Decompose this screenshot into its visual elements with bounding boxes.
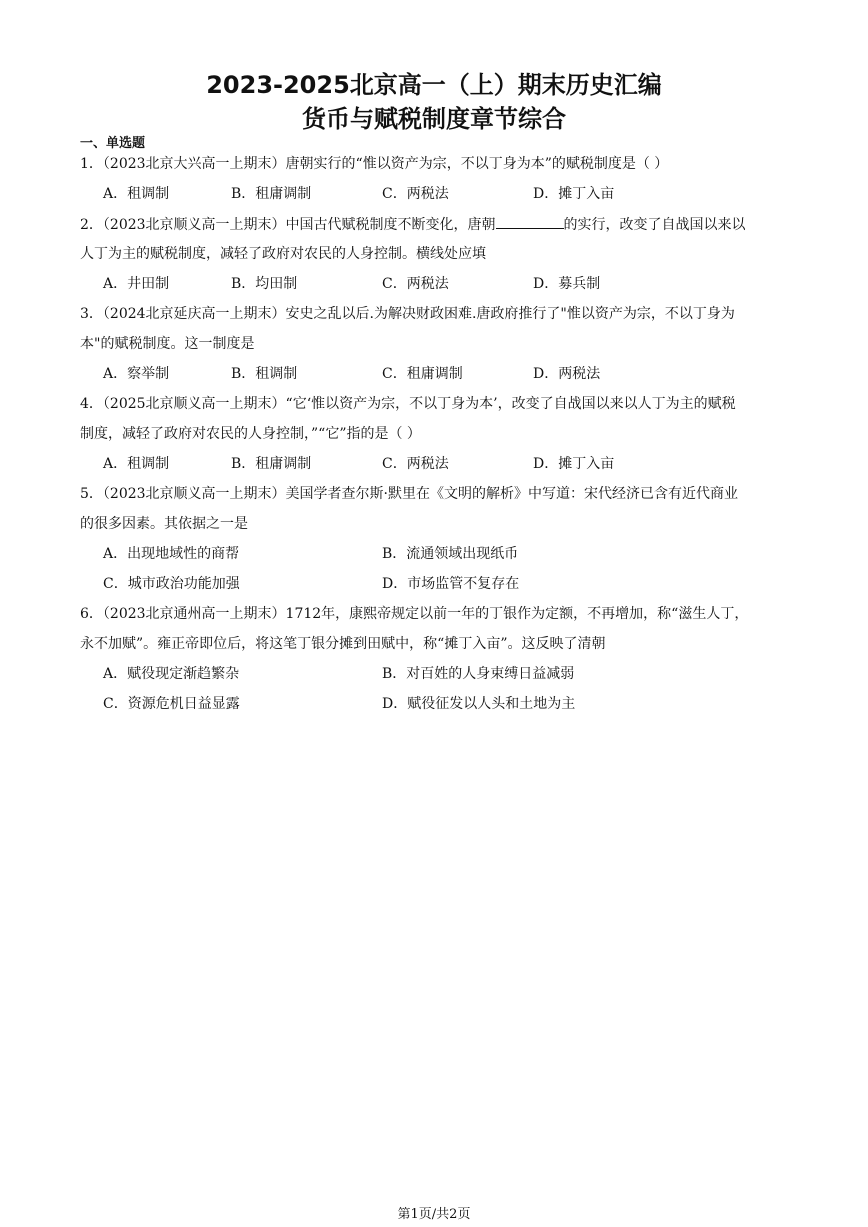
question-4-option-a: A．租调制	[103, 456, 170, 472]
question-1-option-b: B．租庸调制	[231, 186, 312, 202]
document-subtitle: 货币与赋税制度章节综合	[302, 105, 566, 133]
question-4-stem-line-2: 制度，减轻了政府对农民的人身控制，”“它”指的是（ ）	[80, 426, 421, 442]
question-6-stem-line-2: 永不加赋”。雍正帝即位后，将这笔丁银分摊到田赋中，称“摊丁入亩”。这反映了清朝	[80, 636, 606, 652]
question-1-option-d: D．摊丁入亩	[533, 186, 615, 202]
question-4-stem-line-1: 4．（2025北京顺义高一上期末）“它‘惟以资产为宗，不以丁身为本’，改变了自战国以来以人丁为主的赋税	[80, 396, 736, 412]
question-2-stem-before-blank: 2．（2023北京顺义高一上期末）中国古代赋税制度不断变化，唐朝	[80, 217, 496, 233]
question-5-stem-line-1: 5．（2023北京顺义高一上期末）美国学者查尔斯·默里在《文明的解析》中写道：宋代经济已含有近代商业	[80, 486, 738, 502]
question-3-stem-line-1: 3．（2024北京延庆高一上期末）安史之乱以后.为解决财政困难.唐政府推行了"惟以资产为宗，不以丁身为	[80, 306, 735, 322]
question-4-option-b: B．租庸调制	[231, 456, 312, 472]
question-1-option-c: C．两税法	[382, 186, 449, 202]
question-2-option-b: B．均田制	[231, 276, 298, 292]
question-6-option-d: D．赋役征发以人头和土地为主	[382, 696, 576, 712]
question-2-option-d: D．募兵制	[533, 276, 601, 292]
question-6-option-c: C．资源危机日益显露	[103, 696, 240, 712]
question-6-option-b: B．对百姓的人身束缚日益减弱	[382, 666, 575, 682]
question-2-option-a: A．井田制	[103, 276, 170, 292]
question-5-stem-line-2: 的很多因素。其依据之一是	[80, 516, 248, 532]
question-5-option-d: D．市场监管不复存在	[382, 576, 520, 592]
question-5-option-a: A．出现地域性的商帮	[103, 546, 240, 562]
question-6-option-a: A．赋役现定渐趋繁杂	[103, 666, 240, 682]
question-5-option-c: C．城市政治功能加强	[103, 576, 240, 592]
question-1-stem: 1．（2023北京大兴高一上期末）唐朝实行的“惟以资产为宗，不以丁身为本”的赋税制度是（ ）	[80, 156, 669, 172]
question-6-stem-line-1: 6．（2023北京通州高一上期末）1712年，康熙帝规定以前一年的丁银作为定额，不再增加，称“滋生人丁，	[80, 606, 749, 622]
answer-blank	[496, 214, 564, 229]
section-heading: 一、单选题	[80, 136, 146, 151]
question-3-option-d: D．两税法	[533, 366, 601, 382]
question-2-stem-line-2: 人丁为主的赋税制度，减轻了政府对农民的人身控制。横线处应填	[80, 246, 486, 262]
question-2-option-c: C．两税法	[382, 276, 449, 292]
question-2-stem-after-blank: 的实行，改变了自战国以来以	[563, 217, 746, 233]
page-number: 第1页/共2页	[397, 1207, 471, 1222]
question-3-option-c: C．租庸调制	[382, 366, 463, 382]
question-3-stem-line-2: 本"的赋税制度。这一制度是	[80, 336, 255, 352]
question-3-option-a: A．察举制	[103, 366, 170, 382]
question-2-stem-line-1	[80, 214, 792, 235]
question-5-option-b: B．流通领域出现纸币	[382, 546, 519, 562]
question-4-option-d: D．摊丁入亩	[533, 456, 615, 472]
question-4-option-c: C．两税法	[382, 456, 449, 472]
question-3-option-b: B．租调制	[231, 366, 298, 382]
document-title: 2023-2025北京高一（上）期末历史汇编	[206, 71, 662, 99]
question-1-option-a: A．租调制	[103, 186, 170, 202]
